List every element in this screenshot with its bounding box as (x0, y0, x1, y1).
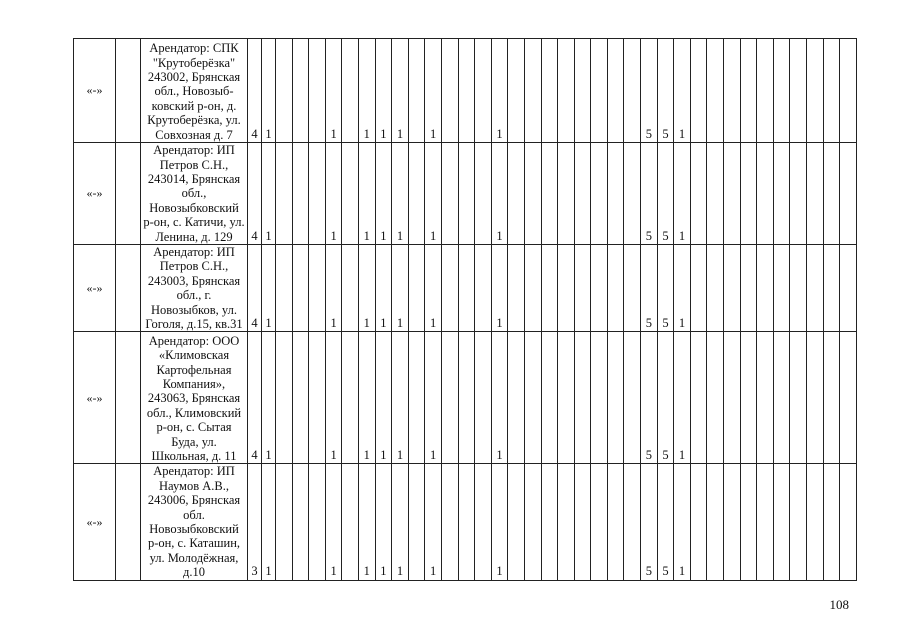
value-cell: 1 (674, 464, 691, 580)
value-cell (541, 332, 558, 464)
value-cell: 1 (674, 332, 691, 464)
value-cell (524, 143, 541, 245)
value-cell (441, 143, 458, 245)
value-cell (757, 143, 774, 245)
lessee-cell: Арендатор: СПК "Крутоберёзка" 243002, Брянская обл., Новозыб-ковский р-он, д. Крутоберёзка, ул. Совхозная д. 7 (141, 39, 248, 143)
value-cell (276, 245, 293, 332)
value-cell: 1 (358, 464, 375, 580)
row-marker: «-» (74, 39, 116, 143)
row-marker: «-» (74, 143, 116, 245)
value-cell (773, 332, 790, 464)
value-cell (724, 245, 741, 332)
value-cell (475, 332, 492, 464)
value-cell (524, 245, 541, 332)
value-cell (624, 143, 641, 245)
page-number: 108 (829, 597, 849, 612)
value-cell (790, 39, 807, 143)
value-cell (558, 245, 575, 332)
value-cell (475, 464, 492, 580)
table-row (74, 143, 857, 245)
value-cell (840, 332, 857, 464)
value-cell: 1 (262, 143, 276, 245)
value-cell: 5 (657, 332, 674, 464)
value-cell: 1 (325, 332, 342, 464)
empty-cell (116, 245, 141, 332)
value-cell (840, 245, 857, 332)
table-row (74, 464, 857, 580)
value-cell (342, 464, 359, 580)
value-cell (541, 464, 558, 580)
value-cell (740, 245, 757, 332)
value-cell (807, 143, 824, 245)
value-cell (790, 143, 807, 245)
value-cell: 1 (392, 39, 409, 143)
value-cell (607, 245, 624, 332)
row-marker: «-» (74, 245, 116, 332)
value-cell (524, 39, 541, 143)
value-cell: 1 (262, 464, 276, 580)
value-cell (441, 245, 458, 332)
lessee-cell: Арендатор: ООО «Климовская Картофельная Компания», 243063, Брянская обл., Климовский р-он, с. Сытая Буда, ул. Школьная, д. 11 (141, 332, 248, 464)
value-cell (508, 464, 525, 580)
empty-cell (116, 332, 141, 464)
value-cell (441, 332, 458, 464)
value-cell (690, 143, 707, 245)
value-cell: 1 (425, 143, 442, 245)
value-cell (574, 245, 591, 332)
value-cell (342, 143, 359, 245)
table-row (74, 39, 857, 143)
value-cell (276, 143, 293, 245)
value-cell: 5 (657, 245, 674, 332)
value-cell (790, 464, 807, 580)
value-cell: 1 (491, 143, 508, 245)
value-cell (823, 39, 840, 143)
value-cell (773, 464, 790, 580)
value-cell (823, 464, 840, 580)
value-cell: 1 (325, 464, 342, 580)
value-cell (475, 245, 492, 332)
lessee-table (73, 38, 857, 581)
value-cell (558, 332, 575, 464)
value-cell: 1 (325, 39, 342, 143)
value-cell (558, 143, 575, 245)
lessee-cell: Арендатор: ИП Петров С.Н., 243014, Брянская обл., Новозыбковский р-он, с. Катичи, ул. Ленина, д. 129 (141, 143, 248, 245)
value-cell: 5 (641, 332, 658, 464)
value-cell (309, 143, 326, 245)
value-cell (558, 39, 575, 143)
lessee-cell: Арендатор: ИП Петров С.Н., 243003, Брянская обл., г. Новозыбков, ул. Гоголя, д.15, кв.31 (141, 245, 248, 332)
value-cell (790, 245, 807, 332)
value-cell (757, 464, 774, 580)
value-cell (707, 464, 724, 580)
value-cell: 5 (657, 464, 674, 580)
value-cell (475, 39, 492, 143)
value-cell (823, 245, 840, 332)
value-cell (309, 464, 326, 580)
value-cell: 1 (392, 332, 409, 464)
value-cell (591, 39, 608, 143)
value-cell (292, 143, 309, 245)
value-cell (276, 332, 293, 464)
value-cell (292, 464, 309, 580)
value-cell (508, 143, 525, 245)
value-cell (508, 332, 525, 464)
value-cell (309, 332, 326, 464)
value-cell: 1 (358, 143, 375, 245)
row-marker: «-» (74, 332, 116, 464)
value-cell (309, 39, 326, 143)
empty-cell (116, 143, 141, 245)
value-cell (773, 143, 790, 245)
value-cell (541, 143, 558, 245)
value-cell (408, 39, 425, 143)
value-cell: 5 (657, 143, 674, 245)
value-cell (757, 245, 774, 332)
value-cell (524, 464, 541, 580)
value-cell (840, 39, 857, 143)
value-cell (458, 143, 475, 245)
value-cell (807, 332, 824, 464)
value-cell (624, 39, 641, 143)
value-cell (441, 464, 458, 580)
value-cell: 1 (674, 245, 691, 332)
value-cell (574, 39, 591, 143)
value-cell (690, 464, 707, 580)
value-cell (724, 464, 741, 580)
value-cell: 1 (425, 39, 442, 143)
value-cell (773, 245, 790, 332)
value-cell (574, 143, 591, 245)
value-cell: 1 (358, 39, 375, 143)
value-cell (740, 143, 757, 245)
value-cell (458, 464, 475, 580)
empty-cell (116, 39, 141, 143)
value-cell: 1 (491, 245, 508, 332)
value-cell: 1 (425, 464, 442, 580)
value-cell: 5 (641, 143, 658, 245)
value-cell: 1 (325, 245, 342, 332)
row-marker: «-» (74, 464, 116, 580)
value-cell: 5 (641, 39, 658, 143)
value-cell: 3 (248, 464, 262, 580)
value-cell (624, 332, 641, 464)
value-cell: 1 (325, 143, 342, 245)
value-cell (591, 332, 608, 464)
value-cell (342, 39, 359, 143)
value-cell (508, 39, 525, 143)
value-cell: 1 (375, 39, 392, 143)
value-cell (292, 332, 309, 464)
value-cell: 1 (375, 464, 392, 580)
value-cell (541, 39, 558, 143)
value-cell: 1 (674, 39, 691, 143)
value-cell: 1 (392, 464, 409, 580)
value-cell (408, 464, 425, 580)
value-cell (591, 245, 608, 332)
value-cell (292, 39, 309, 143)
value-cell (607, 464, 624, 580)
value-cell (724, 143, 741, 245)
value-cell: 1 (358, 245, 375, 332)
value-cell (591, 143, 608, 245)
value-cell (342, 332, 359, 464)
value-cell: 1 (674, 143, 691, 245)
value-cell (724, 332, 741, 464)
value-cell (690, 245, 707, 332)
value-cell (441, 39, 458, 143)
value-cell (574, 464, 591, 580)
value-cell: 1 (262, 332, 276, 464)
value-cell (690, 332, 707, 464)
value-cell (607, 39, 624, 143)
value-cell (591, 464, 608, 580)
value-cell: 1 (375, 143, 392, 245)
empty-cell (116, 464, 141, 580)
value-cell (541, 245, 558, 332)
value-cell: 1 (425, 245, 442, 332)
value-cell (408, 143, 425, 245)
value-cell (292, 245, 309, 332)
value-cell (276, 39, 293, 143)
value-cell (458, 39, 475, 143)
value-cell: 5 (641, 245, 658, 332)
value-cell: 1 (262, 39, 276, 143)
value-cell (574, 332, 591, 464)
table-row (74, 332, 857, 464)
value-cell (840, 143, 857, 245)
value-cell (624, 245, 641, 332)
value-cell (740, 39, 757, 143)
value-cell: 1 (375, 245, 392, 332)
value-cell: 1 (392, 245, 409, 332)
value-cell (807, 39, 824, 143)
value-cell: 4 (248, 143, 262, 245)
value-cell (276, 464, 293, 580)
value-cell (740, 464, 757, 580)
value-cell: 5 (641, 464, 658, 580)
value-cell: 1 (262, 245, 276, 332)
value-cell (342, 245, 359, 332)
value-cell (807, 245, 824, 332)
value-cell: 1 (358, 332, 375, 464)
value-cell (790, 332, 807, 464)
value-cell (823, 143, 840, 245)
value-cell: 1 (491, 464, 508, 580)
value-cell (823, 332, 840, 464)
value-cell (707, 332, 724, 464)
value-cell (757, 39, 774, 143)
value-cell (508, 245, 525, 332)
value-cell (309, 245, 326, 332)
value-cell (607, 143, 624, 245)
lessee-cell: Арендатор: ИП Наумов А.В., 243006, Брянская обл. Новозыбковский р-он, с. Каташин, ул. Молодёжная, д.10 (141, 464, 248, 580)
value-cell (740, 332, 757, 464)
value-cell (707, 143, 724, 245)
value-cell: 1 (375, 332, 392, 464)
value-cell: 1 (425, 332, 442, 464)
value-cell (408, 245, 425, 332)
value-cell: 4 (248, 39, 262, 143)
value-cell (607, 332, 624, 464)
table-row (74, 245, 857, 332)
value-cell (524, 332, 541, 464)
value-cell: 5 (657, 39, 674, 143)
value-cell (707, 39, 724, 143)
value-cell (690, 39, 707, 143)
value-cell: 1 (491, 39, 508, 143)
value-cell (773, 39, 790, 143)
value-cell (408, 332, 425, 464)
value-cell: 4 (248, 245, 262, 332)
value-cell: 4 (248, 332, 262, 464)
value-cell (458, 245, 475, 332)
value-cell (475, 143, 492, 245)
value-cell (840, 464, 857, 580)
value-cell: 1 (491, 332, 508, 464)
value-cell (757, 332, 774, 464)
value-cell (458, 332, 475, 464)
value-cell (558, 464, 575, 580)
value-cell: 1 (392, 143, 409, 245)
value-cell (624, 464, 641, 580)
value-cell (707, 245, 724, 332)
value-cell (724, 39, 741, 143)
value-cell (807, 464, 824, 580)
